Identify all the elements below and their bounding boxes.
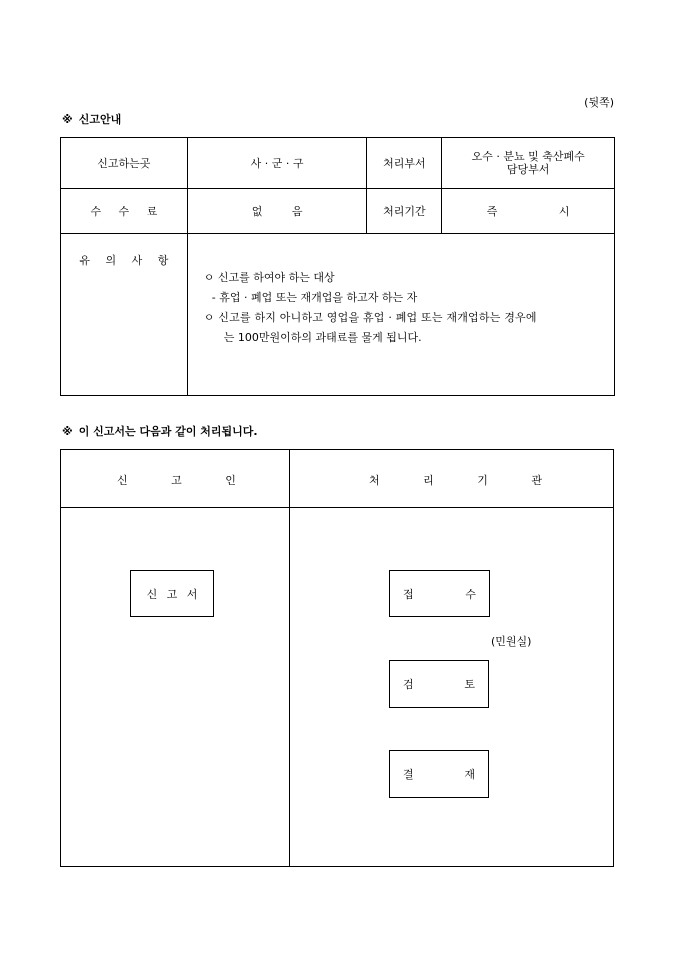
applicant-header: 신 고 인: [117, 474, 236, 487]
info-table: [60, 137, 615, 396]
period-label: 처리기간: [367, 189, 442, 234]
review-box-label-a: 검: [403, 678, 414, 691]
note-line: ㅇ 신고를 하지 아니하고 영업을 휴업 · 폐업 또는 재개업하는 경우에: [203, 311, 537, 324]
dept-value-line2: 담당부서: [506, 163, 550, 176]
note-line: - 휴업 · 폐업 또는 재개업을 하고자 하는 자: [211, 291, 418, 304]
form-box-label: 신 고 서: [146, 587, 198, 601]
office-note: (민원실): [491, 635, 532, 648]
dept-label: 처리부서: [367, 138, 442, 189]
review-box-label-b: 토: [464, 678, 475, 691]
header-divider: [61, 507, 613, 508]
approve-box-label-a: 결: [403, 768, 414, 781]
table-row: [61, 234, 615, 396]
process-diagram: [60, 449, 614, 867]
section-title-guide: [62, 111, 121, 127]
reference-mark: ※: [62, 425, 73, 438]
section-title-text: 신고안내: [78, 113, 122, 126]
period-value: 즉 시: [442, 189, 615, 234]
office-value: 사 · 군 · 구: [187, 138, 367, 189]
notes-cell: [187, 234, 614, 396]
reference-mark: ※: [62, 113, 73, 126]
dept-value-line1: 오수 · 분뇨 및 축산폐수: [471, 150, 585, 163]
note-line: 는 100만원이하의 과태료를 물게 됩니다.: [223, 331, 422, 344]
note-line: ㅇ 신고를 하여야 하는 대상: [203, 271, 335, 284]
receive-box-label-b: 수: [465, 587, 476, 601]
table-row: [61, 189, 615, 234]
agency-header: 처 리 기 관: [369, 474, 542, 487]
table-row: [61, 138, 615, 189]
section-title-process: [62, 423, 258, 439]
dept-value: [442, 138, 615, 189]
receive-box: [389, 570, 490, 617]
column-divider: [289, 450, 290, 866]
section-title-text: 이 신고서는 다음과 같이 처리됩니다.: [78, 425, 258, 438]
notes-label: 유 의 사 항: [61, 234, 188, 396]
receive-box-label-a: 접: [403, 587, 414, 601]
review-box: [389, 660, 489, 708]
fee-label: 수 수 료: [61, 189, 188, 234]
fee-value: 없 음: [187, 189, 367, 234]
office-label: 신고하는곳: [61, 138, 188, 189]
approve-box-label-b: 재: [464, 768, 475, 781]
back-page-label: (뒷쪽): [584, 96, 614, 109]
form-box: [130, 570, 214, 617]
approve-box: [389, 750, 489, 798]
